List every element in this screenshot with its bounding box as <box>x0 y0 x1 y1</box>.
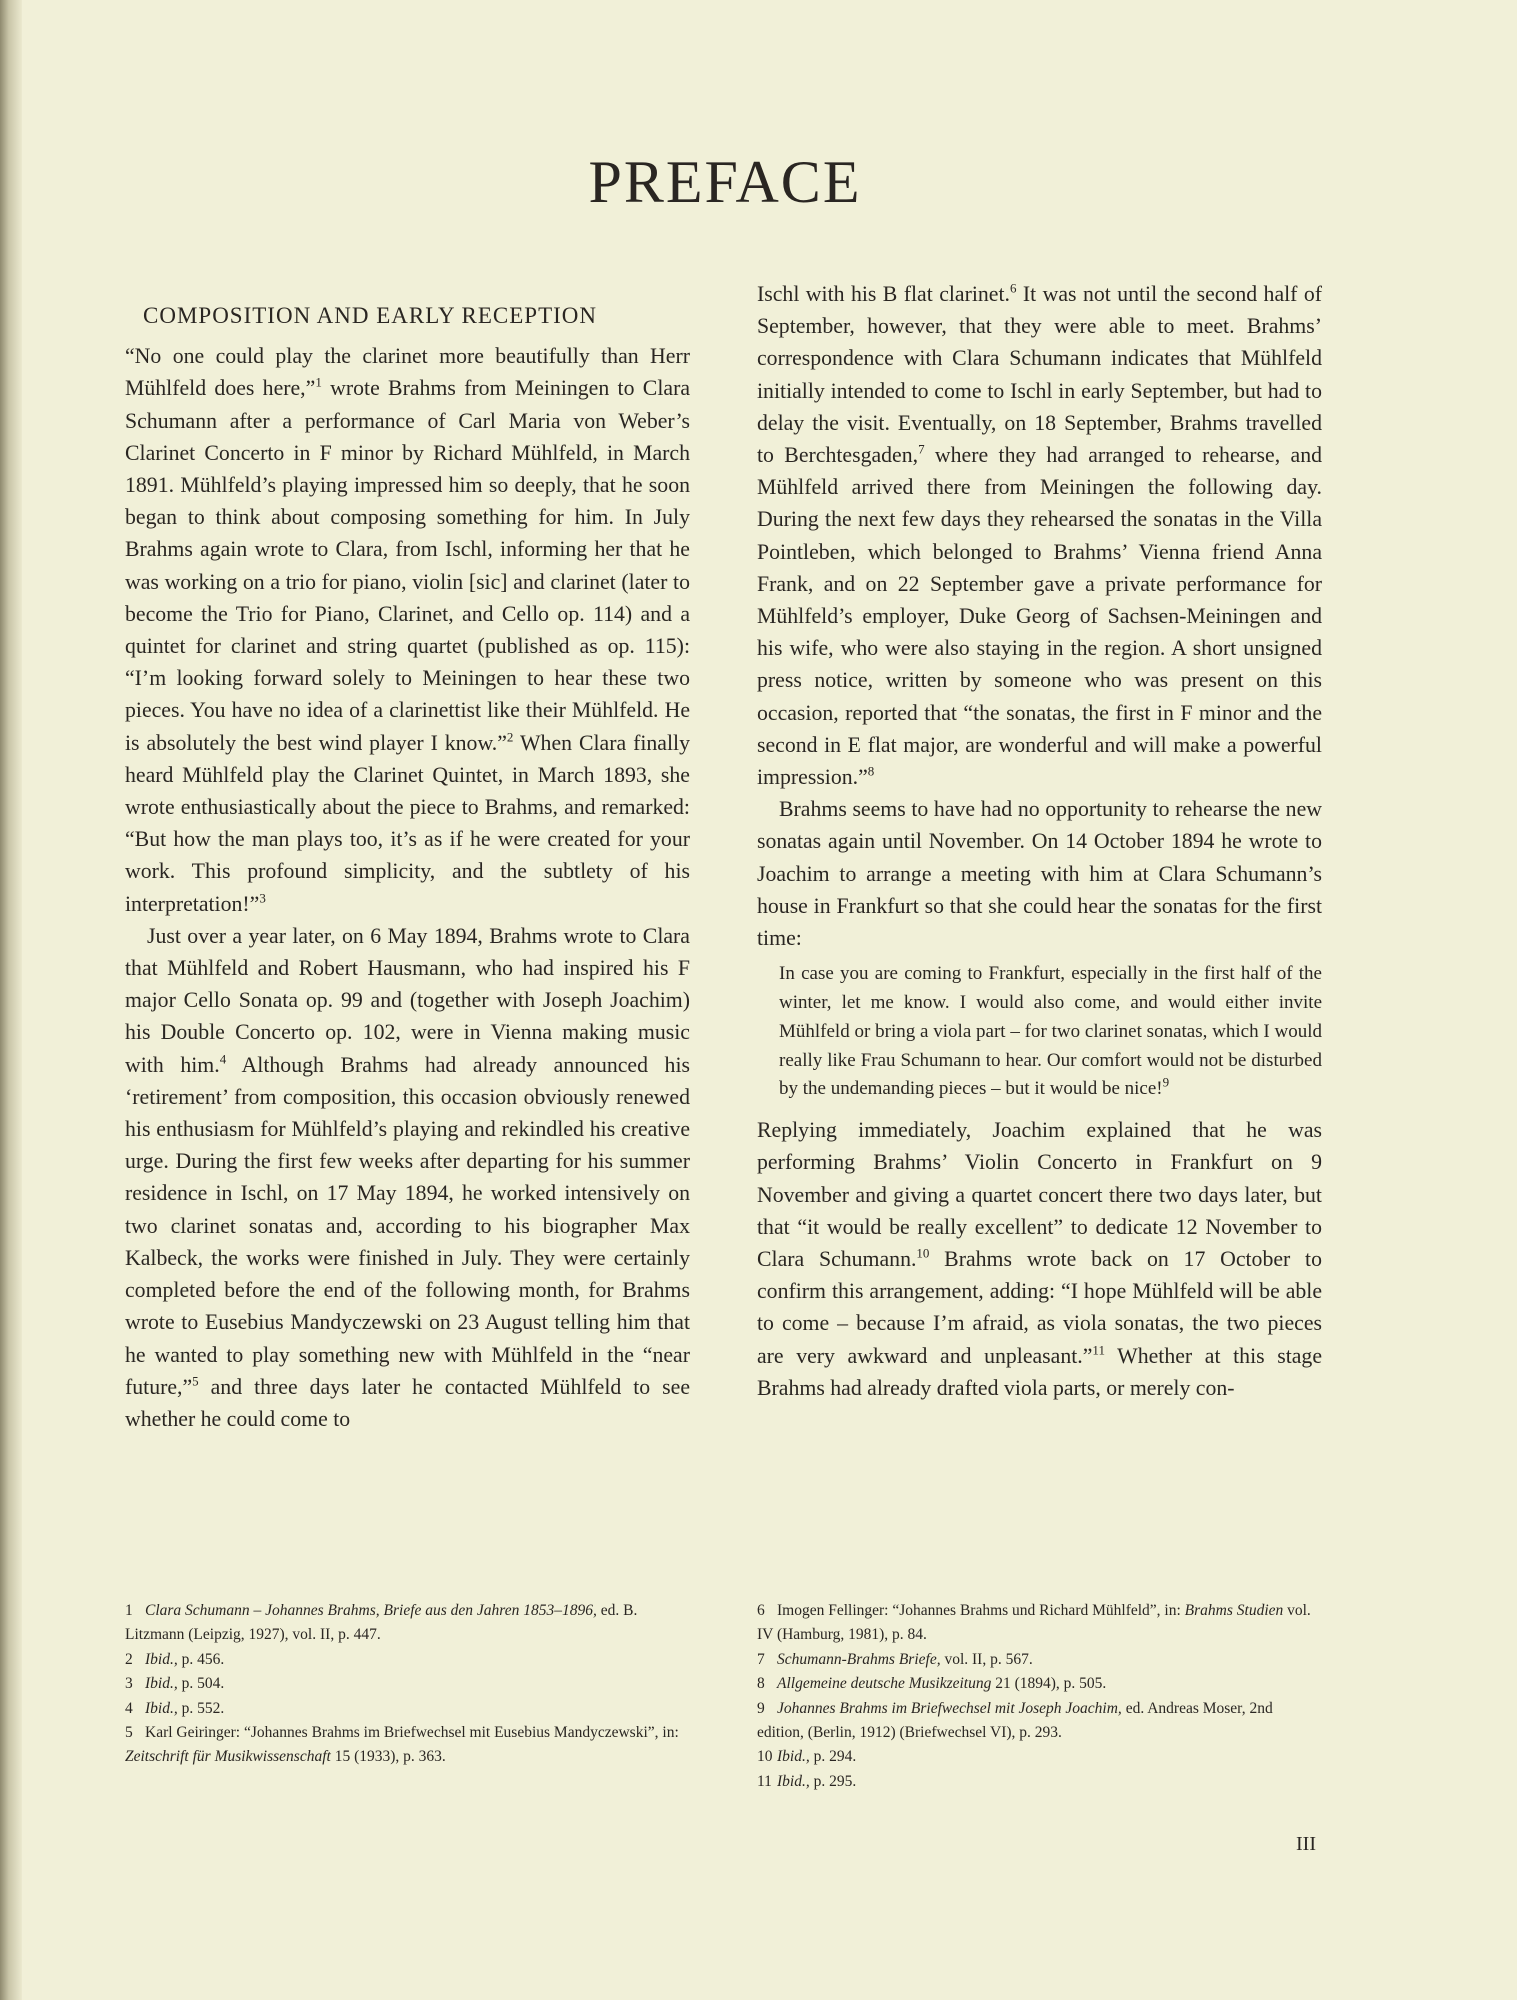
footnote <box>757 1599 1322 1648</box>
footnote-title: Ibid., <box>145 1675 178 1693</box>
footnote-title: Clara Schumann – Johannes Brahms, Briefe aus den Jahren 1853–1896, <box>145 1602 597 1619</box>
footnote-ref[interactable]: 5 <box>192 1373 199 1389</box>
footnote-text: vol. IV (Hamburg, 1981), p. 84. <box>757 1602 1311 1644</box>
footnote-title: Schumann-Brahms Briefe, <box>777 1650 941 1668</box>
footnote-number: 1 <box>125 1602 133 1619</box>
footnote-ref[interactable]: 4 <box>219 1051 227 1067</box>
footnote-text: Karl Geiringer: “Johannes Brahms im Briefwechsel mit Eusebius Mandyczewski”, in: <box>145 1724 679 1742</box>
footnote-title: Ibid., <box>145 1699 178 1717</box>
page-binding-shadow <box>0 0 22 2000</box>
paragraph <box>757 278 1322 793</box>
footnote-title: Brahms Studien <box>1184 1602 1284 1619</box>
page-number: III <box>1296 1833 1316 1855</box>
footnote-title: Zeitschrift für Musikwissenschaft <box>125 1748 331 1766</box>
footnote-ref[interactable]: 8 <box>867 763 875 779</box>
footnote-text: p. 295. <box>809 1772 857 1790</box>
footnote-ref[interactable]: 3 <box>259 890 266 906</box>
footnote <box>757 1770 1322 1794</box>
footnote-number: 2 <box>125 1650 133 1668</box>
footnote <box>125 1697 690 1721</box>
footnote <box>757 1648 1322 1672</box>
footnote-text: Imogen Fellinger: “Johannes Brahms und Richard Mühlfeld”, in: <box>777 1602 1185 1619</box>
paragraph <box>125 340 690 920</box>
footnote <box>757 1745 1322 1769</box>
text-run: wrote Brahms from Meiningen to Clara Schumann after a performance of Carl Maria von Weber’s Clarinet Concerto in F minor by Richard Mühlfeld, in March 1891. Mühlfeld’s playing impressed him so deeply, that he soon began to think about composing something for him. In July Brahms again wrote to Clara, from Ischl, informing her that he was working on a trio for piano, violin [sic] and clarinet (later to become the Trio for Piano, Clarinet, and Cello op. 114) and a quintet for clarinet and string quartet (published as op. 115): “I’m looking forward solely to Meiningen to hear these two pieces. You have no idea of a clarinettist like their Mühlfeld. He is absolutely the best wind player I know.” <box>125 376 691 755</box>
footnote <box>125 1599 690 1648</box>
paragraph <box>757 1114 1322 1404</box>
footnote <box>757 1672 1322 1696</box>
footnote-ref[interactable]: 2 <box>506 729 514 745</box>
footnote-text: p. 294. <box>809 1748 857 1766</box>
text-run: Replying immediately, Joachim explained that he was performing Brahms’ Violin Concerto in Frankfurt on 9 November and giving a quartet concert there two days later, but that “it would be really excellent” to dedicate 12 November to Clara Schumann. <box>757 1118 1322 1272</box>
footnote-text: p. 456. <box>177 1650 225 1668</box>
footnote-number: 8 <box>757 1675 765 1693</box>
page-title: PREFACE <box>588 149 862 215</box>
footnote <box>125 1721 690 1770</box>
footnote-ref[interactable]: 10 <box>916 1245 930 1261</box>
text-run: Just over a year later, on 6 May 1894, Brahms wrote to Clara that Mühlfeld and Robert Hausmann, who had inspired his F major Cello Sonata op. 99 and (together with Joseph Joachim) his Double Concerto op. 102, were in Vienna making music with him. <box>125 923 690 1077</box>
footnote <box>757 1697 1322 1746</box>
footnote-ref[interactable]: 7 <box>918 441 925 457</box>
text-run: It was not until the second half of September, however, that they were able to meet. Brahms’ correspondence with Clara Schumann indicates that Mühlfeld initially intended to come to Ischl in early September, but had to delay the visit. Eventually, on 18 September, Brahms travelled to Berchtesgaden, <box>757 282 1323 468</box>
footnotes-left <box>125 1599 690 1770</box>
footnote-title: Ibid., <box>777 1748 810 1766</box>
footnote-text: p. 552. <box>177 1699 225 1717</box>
footnote-text: 21 (1894), p. 505. <box>991 1675 1107 1693</box>
footnote <box>125 1672 690 1696</box>
footnote-text: p. 504. <box>177 1675 225 1693</box>
paragraph: Brahms seems to have had no opportunity to rehearse the new sonatas again until November. On 14 October 1894 he wrote to Joachim to arrange a meeting with him at Clara Schumann’s house in Frankfurt so that she could hear the sonatas for the first time: <box>757 797 1322 951</box>
text-run: Whether at this stage Brahms had already drafted viola parts, or merely con- <box>757 1343 1322 1400</box>
footnote-title: Allgemeine deutsche Musikzeitung <box>777 1675 992 1693</box>
footnote-ref[interactable]: 1 <box>315 375 322 391</box>
footnote-number: 11 <box>757 1772 772 1790</box>
footnote-ref[interactable]: 11 <box>1092 1342 1105 1358</box>
footnote-text: ed. B. Litzmann (Leipzig, 1927), vol. II, p. 447. <box>125 1602 638 1644</box>
section-heading: COMPOSITION AND EARLY RECEPTION <box>143 303 597 328</box>
footnote-text: ed. Andreas Moser, 2nd edition, (Berlin, 1912) (Briefwechsel VI), p. 293. <box>757 1699 1273 1742</box>
left-column <box>125 290 690 1435</box>
footnote-ref[interactable]: 9 <box>1162 1075 1170 1091</box>
text-run: and three days later he contacted Mühlfeld to see whether he could come to <box>125 1374 690 1431</box>
footnote-text: 15 (1933), p. 363. <box>330 1748 446 1766</box>
footnotes-right <box>757 1599 1322 1794</box>
footnote-number: 4 <box>125 1699 133 1717</box>
text-run: When Clara finally heard Mühlfeld play the Clarinet Quintet, in March 1893, she wrote enthusiastically about the piece to Brahms, and remarked: “But how the man plays too, it’s as if he were created for your work. This profound simplicity, and the subtlety of his interpretation!” <box>125 730 690 916</box>
footnote-title: Ibid., <box>777 1772 810 1790</box>
text-run: Brahms wrote back on 17 October to confirm this arrangement, adding: “I hope Mühlfeld will be able to come – because I’m afraid, as viola sonatas, the two pieces are very awkward and unpleasant.” <box>757 1247 1322 1368</box>
text-run: Ischl with his B flat clarinet. <box>757 282 1010 306</box>
footnote <box>125 1648 690 1672</box>
block-quote <box>779 960 1322 1104</box>
footnote-number: 5 <box>125 1724 133 1742</box>
right-column <box>757 278 1322 1404</box>
footnote-title: Johannes Brahms im Briefwechsel mit Joseph Joachim, <box>777 1699 1122 1717</box>
footnote-ref[interactable]: 6 <box>1010 280 1017 296</box>
footnote-number: 10 <box>757 1748 773 1766</box>
quote-text: In case you are coming to Frankfurt, especially in the first half of the winter, let me know. I would also come, and would either invite Mühlfeld or bring a viola part – for two clarinet sonatas, which I would really like Frau Schumann to hear. Our comfort would not be disturbed by the undemanding pieces – but it would be nice! <box>779 963 1322 1100</box>
text-run: Although Brahms had already announced his ‘retirement’ from composition, this occasion obviously renewed his enthusiasm for Mühlfeld’s playing and rekindled his creative urge. During the first few weeks after departing for his summer residence in Ischl, on 17 May 1894, he worked intensively on two clarinet sonatas and, according to his biographer Max Kalbeck, the works were finished in July. They were certainly completed before the end of the following month, for Brahms wrote to Eusebius Mandyczewski on 23 August telling him that he wanted to play something new with Mühlfeld in the “near future,” <box>125 1052 690 1399</box>
footnote-title: Ibid., <box>145 1650 178 1668</box>
text-run: “No one could play the clarinet more beautifully than Herr Mühlfeld does here,” <box>125 344 690 401</box>
footnote-number: 6 <box>757 1602 765 1619</box>
footnote-number: 7 <box>757 1650 765 1668</box>
footnote-text: vol. II, p. 567. <box>940 1650 1033 1668</box>
text-run: where they had arranged to rehearse, and Mühlfeld arrived there from Meiningen the following day. During the next few days they rehearsed the sonatas in the Villa Pointleben, which belonged to Brahms’ Vienna friend Anna Frank, and on 22 September gave a private performance for Mühlfeld’s employer, Duke Georg of Sachsen-Meiningen and his wife, who were also staying in the region. A short unsigned press notice, written by someone who was present on this occasion, reported that “the sonatas, the first in F minor and the second in E flat major, are wonderful and will make a powerful impression.” <box>757 443 1322 790</box>
footnote-number: 3 <box>125 1675 133 1693</box>
footnote-number: 9 <box>757 1699 765 1717</box>
paragraph <box>125 920 690 1435</box>
